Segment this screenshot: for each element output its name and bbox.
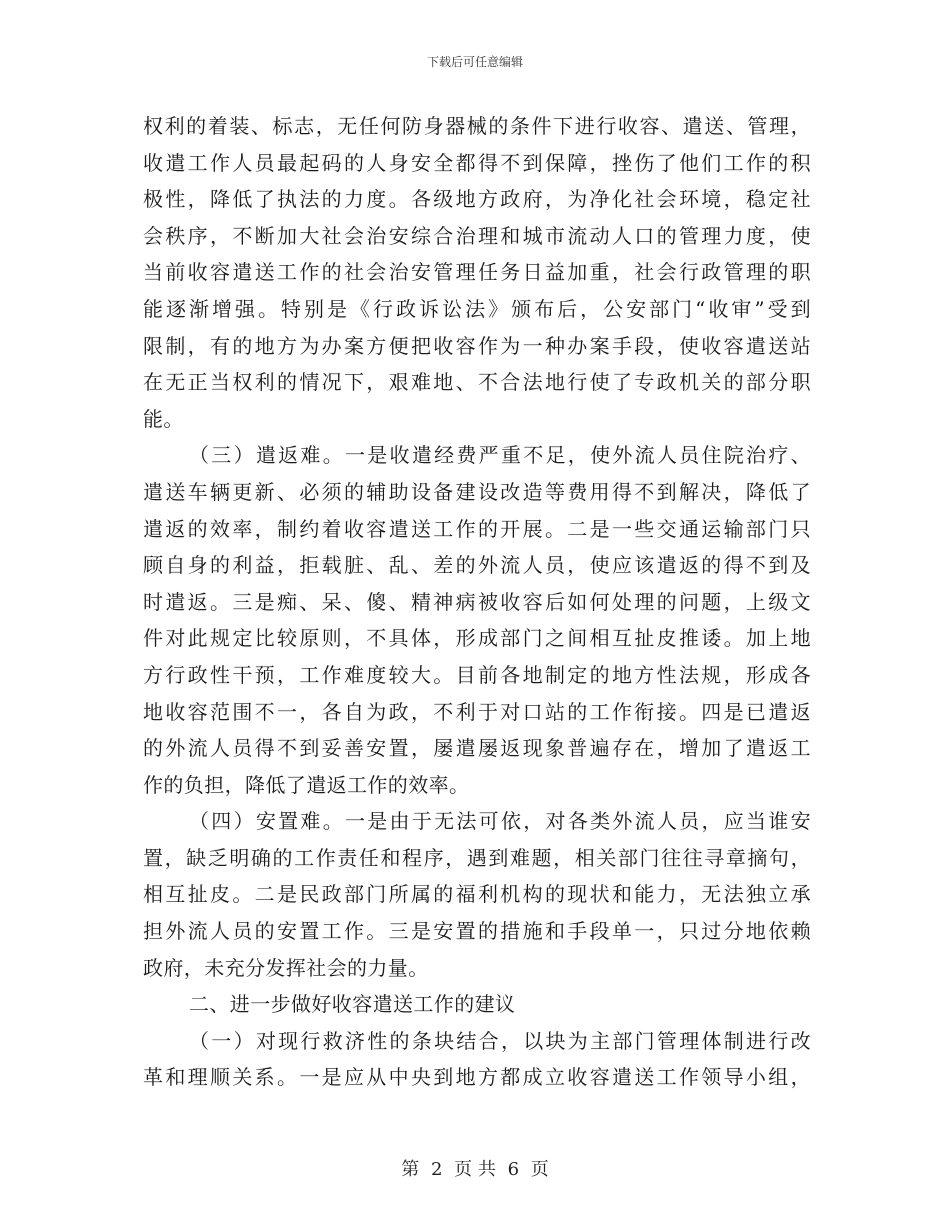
text-line: 方行政性干预，工作难度较大。目前各地制定的地方性法规，形成各 xyxy=(143,662,811,687)
text-line: （三）遣返难。一是收遣经费严重不足，使外流人员住院治疗、 xyxy=(189,443,811,468)
text-line: （一）对现行救济性的条块结合，以块为主部门管理体制进行改 xyxy=(189,1028,811,1053)
text-line: 当前收容遣送工作的社会治安管理任务日益加重，社会行政管理的职 xyxy=(143,260,811,285)
text-line: 相互扯皮。二是民政部门所属的福利机构的现状和能力，无法独立承 xyxy=(143,882,811,907)
text-line: 政府，未充分发挥社会的力量。 xyxy=(143,955,429,980)
footer-middle: 页 共 xyxy=(454,1159,496,1180)
text-line: 作的负担，降低了遣返工作的效率。 xyxy=(143,772,470,797)
text-line: 极性，降低了执法的力度。各级地方政府，为净化社会环境，稳定社 xyxy=(143,187,811,212)
footer-prefix: 第 xyxy=(401,1159,420,1180)
text-line: 件对此规定比较原则，不具体，形成部门之间相互扯皮推诿。加上地 xyxy=(143,626,811,651)
footer-current-page: 2 xyxy=(430,1159,443,1180)
body-text xyxy=(143,108,811,1096)
text-line: 权利的着装、标志，无任何防身器械的条件下进行收容、遣送、管理， xyxy=(143,114,811,138)
text-line: 革和理顺关系。一是应从中央到地方都成立收容遣送工作领导小组， xyxy=(143,1065,811,1090)
page-header: 下载后可任意编辑 xyxy=(426,55,523,69)
text-line: 遣送车辆更新、必须的辅助设备建设改造等费用得不到解决，降低了 xyxy=(143,479,811,504)
text-line: 顾自身的利益，拒载脏、乱、差的外流人员，使应该遣返的得不到及 xyxy=(143,553,811,578)
text-line: 置，缺乏明确的工作责任和程序，遇到难题，相关部门往往寻章摘句， xyxy=(143,845,811,870)
text-line: （四）安置难。一是由于无法可依，对各类外流人员，应当谁安 xyxy=(189,809,811,834)
footer-suffix: 页 xyxy=(530,1159,549,1180)
text-line: 的外流人员得不到妥善安置，屡遣屡返现象普遍存在，增加了遣返工 xyxy=(143,736,811,761)
text-line: 遣返的效率，制约着收容遣送工作的开展。二是一些交通运输部门只 xyxy=(143,516,811,541)
text-line: 担外流人员的安置工作。三是安置的措施和手段单一，只过分地依赖 xyxy=(143,919,811,944)
page-footer xyxy=(0,1155,950,1181)
text-line: 限制，有的地方为办案方便把收容作为一种办案手段，使收容遣送站 xyxy=(143,333,811,358)
text-line: 能逐渐增强。特别是《行政诉讼法》颁布后，公安部门“收审”受到 xyxy=(143,296,811,321)
text-line: 二、进一步做好收容遣送工作的建议 xyxy=(189,992,516,1017)
text-line: 地收容范围不一，各自为政，不利于对口站的工作衔接。四是已遣返 xyxy=(143,699,811,724)
text-line: 在无正当权利的情况下，艰难地、不合法地行使了专政机关的部分职 xyxy=(143,370,811,395)
text-line: 收遣工作人员最起码的人身安全都得不到保障，挫伤了他们工作的积 xyxy=(143,150,811,175)
text-line: 时遣返。三是痴、呆、傻、精神病被收容后如何处理的问题，上级文 xyxy=(143,589,811,614)
text-line: 能。 xyxy=(143,406,184,431)
text-line: 会秩序，不断加大社会治安综合治理和城市流动人口的管理力度，使 xyxy=(143,223,811,248)
footer-total-pages: 6 xyxy=(507,1159,520,1180)
